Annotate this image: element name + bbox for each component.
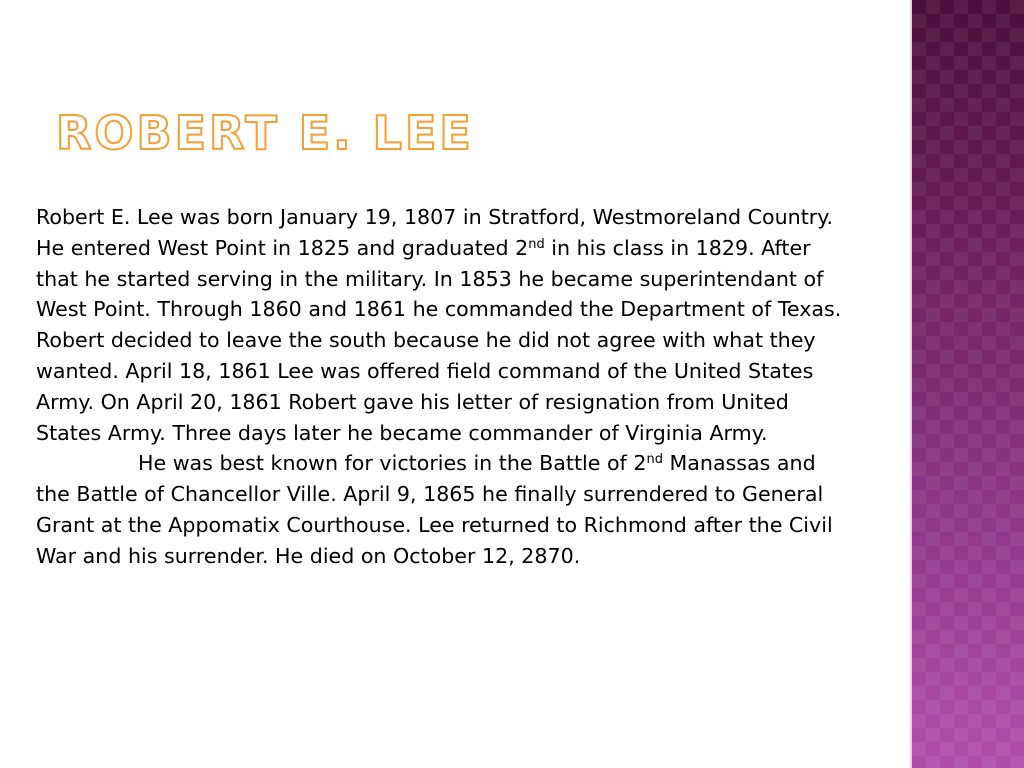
slide-title: ROBERT E. LEE xyxy=(56,106,474,160)
superscript-nd: nd xyxy=(528,236,545,252)
paragraph-2-text-b: Manassas and the Battle of Chancellor Ville. April 9, 1865 he finally surrendered to General Grant at the Appomatix Courthouse. Lee returned to Richmond after the Civil War and his surrender. He died on October 12, 2870. xyxy=(36,451,833,568)
paragraph-1-text-a: Robert E. Lee was born January 19, 1807 in Stratford, Westmoreland Country. He entered West Point in 1825 and graduated 2 xyxy=(36,205,834,260)
superscript-nd: nd xyxy=(646,452,663,468)
paragraph-1 xyxy=(36,202,848,448)
paragraph-2-text-a: He was best known for victories in the Battle of 2 xyxy=(138,451,647,476)
paragraph-1-text-b: in his class in 1829. After that he started serving in the military. In 1853 he became superintendant of West Point. Through 1860 and 1861 he commanded the Department of Texas. Robert decided to leave the south because he did not agree with what they wanted. April 18, 1861 Lee was offered field command of the United States Army. On April 20, 1861 Robert gave his letter of resignation from United States Army. Three days later he became commander of Virginia Army. xyxy=(36,235,842,445)
slide-body xyxy=(36,202,848,572)
paragraph-2 xyxy=(36,448,848,571)
decorative-side-band xyxy=(912,0,1024,768)
